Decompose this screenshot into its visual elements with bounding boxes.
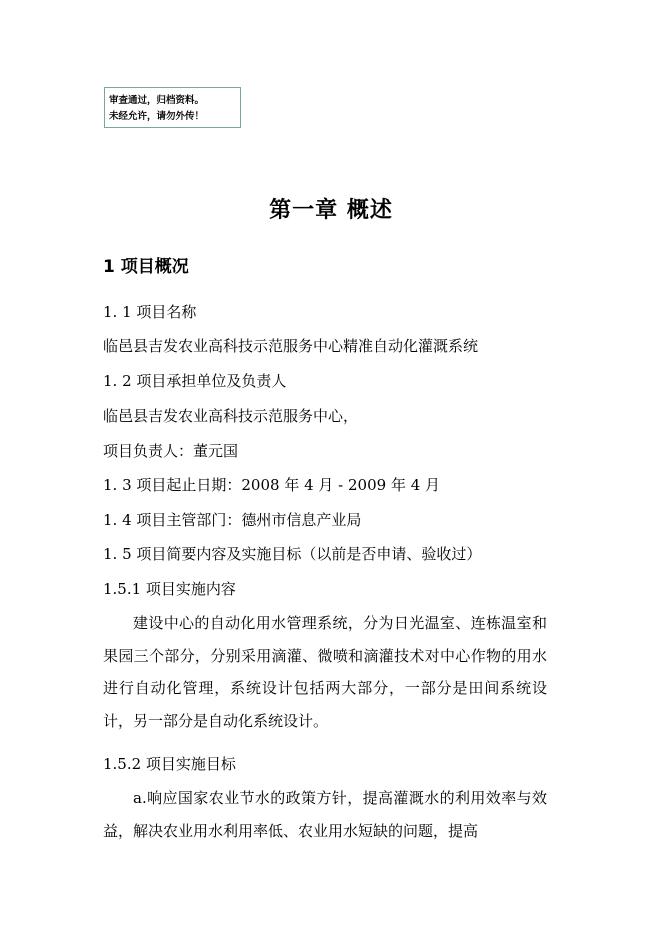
implementation-content-paragraph: 建设中心的自动化用水管理系统，分为日光温室、连栋温室和果园三个部分，分别采用滴灌、微喷和滴灌技术对中心作物的用水进行自动化管理，系统设计包括两大部分，一部分是田间系统设计，另一部分是自动化系统设计。 (103, 614, 547, 730)
heading-1-5-2: 1.5.2 项目实施目标 (103, 755, 236, 773)
heading-1-1: 1. 1 项目名称 (103, 303, 197, 321)
project-leader: 项目负责人：董元国 (103, 442, 239, 460)
section-title: 1 项目概况 (103, 257, 189, 277)
heading-1-5-1: 1.5.1 项目实施内容 (103, 580, 236, 598)
notice-line-2: 未经允许，请勿外传！ (109, 111, 205, 122)
chapter-title: 第一章 概述 (269, 198, 393, 223)
heading-1-2: 1. 2 项目承担单位及负责人 (103, 372, 287, 390)
heading-1-5: 1. 5 项目简要内容及实施目标（以前是否申请、验收过） (103, 545, 482, 563)
review-notice-box (104, 87, 241, 128)
heading-1-3: 1. 3 项目起止日期：2008 年 4 月 - 2009 年 4 月 (103, 476, 441, 494)
implementation-goal-paragraph: a.响应国家农业节水的政策方针，提高灌溉水的利用效率与效益，解决农业用水利用率低、农业用水短缺的问题，提高 (103, 789, 547, 840)
heading-1-4: 1. 4 项目主管部门：德州市信息产业局 (103, 511, 362, 529)
undertaking-unit: 临邑县吉发农业高科技示范服务中心， (103, 407, 359, 425)
project-name: 临邑县吉发农业高科技示范服务中心精准自动化灌溉系统 (103, 337, 479, 355)
notice-line-1: 审查通过，归档资料。 (109, 95, 205, 106)
